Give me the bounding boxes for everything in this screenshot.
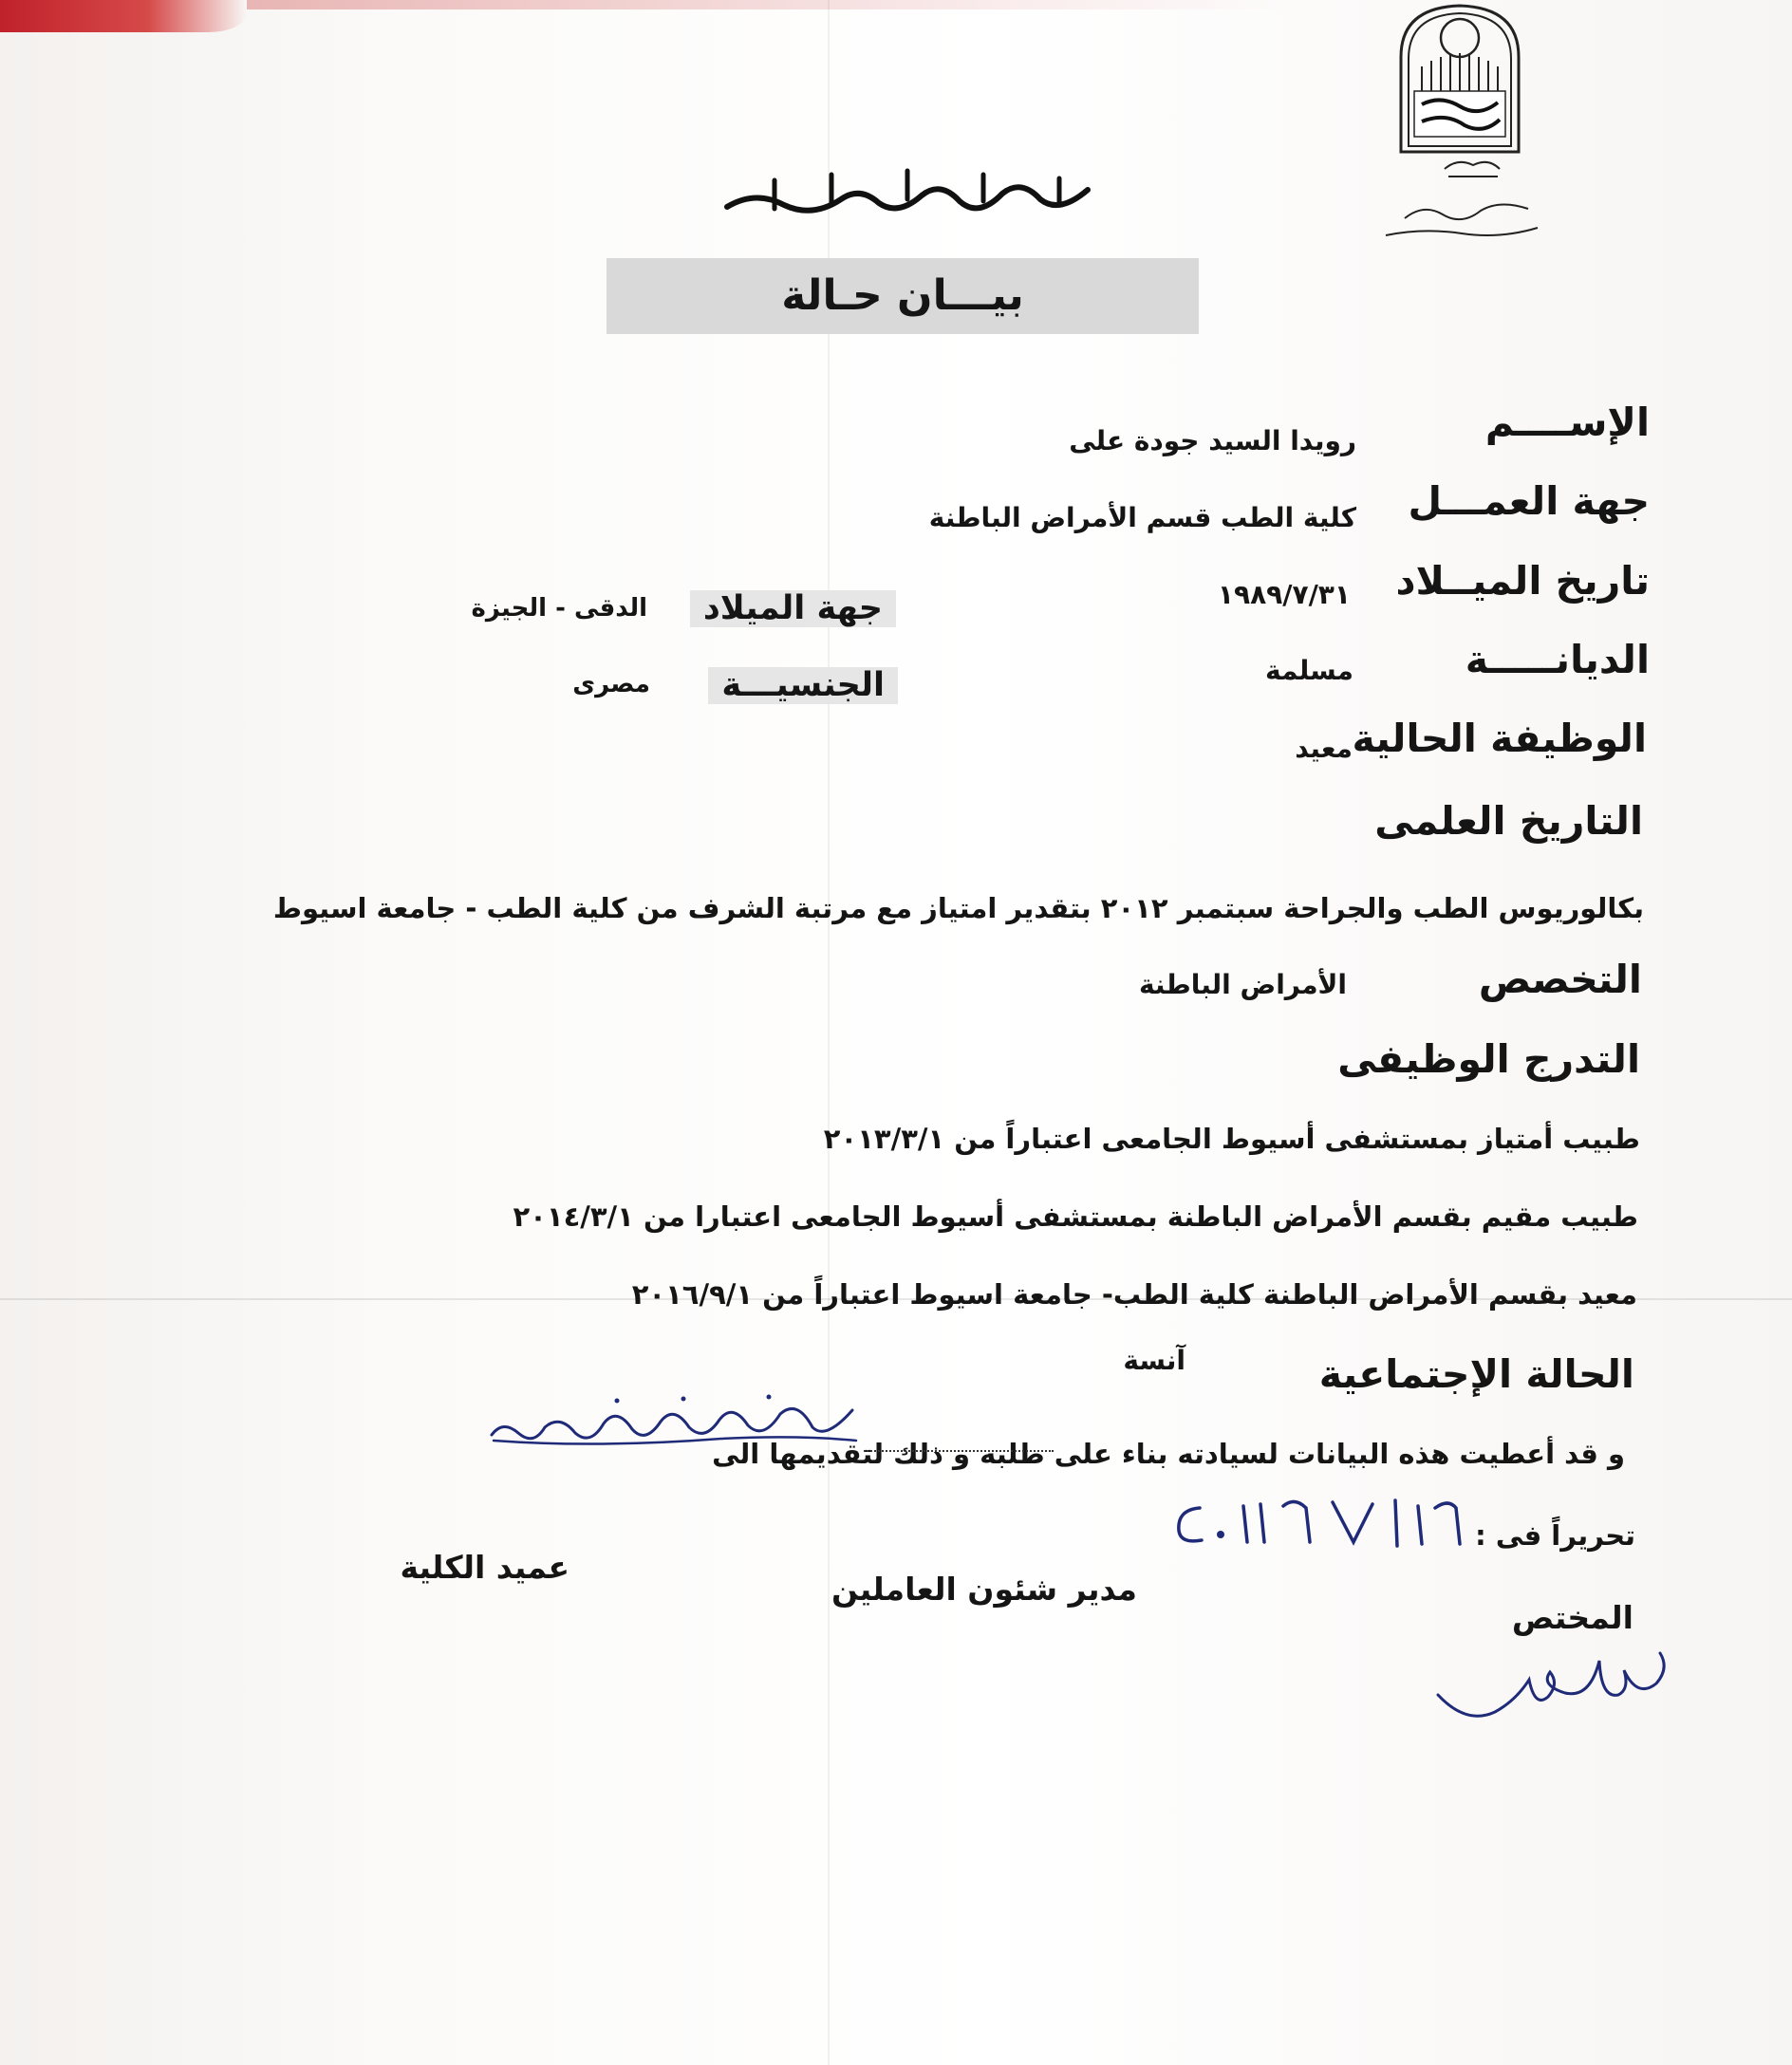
basmala-calligraphy [718, 161, 1097, 228]
red-edge-corner [0, 0, 247, 32]
name-value: رويدا السيد جودة على [1069, 425, 1356, 456]
current-job-value: معيد [1295, 733, 1353, 764]
birthplace-label: جهة الميلاد [690, 590, 896, 627]
birthplace-value: الدقى - الجيزة [471, 594, 647, 623]
career-item: طبيب أمتياز بمستشفى أسيوط الجامعى اعتباراً من ٢٠١٣/٣/١ [823, 1123, 1640, 1155]
career-item: معيد بقسم الأمراض الباطنة كلية الطب- جامعة اسيوط اعتباراً من ٢٠١٦/٩/١ [631, 1278, 1637, 1311]
name-label: الإســــم [1484, 400, 1650, 445]
workplace-label: جهة العمـــل [1408, 478, 1650, 524]
academic-history-label: التاريخ العلمى [1374, 798, 1643, 844]
red-edge-top [247, 0, 1291, 9]
handwritten-date [1173, 1495, 1467, 1561]
dean-title: عميد الكلية [400, 1549, 569, 1586]
officer-signature [1428, 1642, 1675, 1746]
document-title: بيـــان حـالة [607, 258, 1199, 334]
nationality-label: الجنسيـــة [708, 667, 898, 704]
academic-history-value: بكالوريوس الطب والجراحة سبتمبر ٢٠١٢ بتقدير امتياز مع مرتبة الشرف من كلية الطب - جامعة اسيوط [272, 892, 1644, 924]
specialty-value: الأمراض الباطنة [1138, 969, 1347, 1000]
birthdate-value: ١٩٨٩/٧/٣١ [1217, 579, 1351, 610]
workplace-value: كلية الطب قسم الأمراض الباطنة [928, 502, 1356, 533]
date-label: تحريراً فى : [1475, 1519, 1635, 1552]
university-logo [1393, 0, 1526, 157]
birthdate-label: تاريخ الميــلاد [1395, 558, 1650, 604]
issuance-statement: و قد أعطيت هذه البيانات لسيادته بناء على طلبه و ذلك لتقديمها الى [712, 1438, 1625, 1470]
recipient-dotted-line [864, 1448, 1054, 1452]
career-progression-label: التدرج الوظيفى [1337, 1036, 1640, 1082]
handwritten-recipient [484, 1386, 864, 1461]
nationality-value: مصرى [572, 670, 650, 698]
marital-status-label: الحالة الإجتماعية [1318, 1351, 1634, 1397]
officer-title: المختص [1511, 1599, 1633, 1636]
specialty-label: التخصص [1478, 957, 1642, 1002]
hr-manager-title: مدير شئون العاملين [831, 1571, 1137, 1608]
religion-value: مسلمة [1264, 655, 1353, 686]
marital-status-value: آنسة [1123, 1345, 1185, 1376]
career-item: طبيب مقيم بقسم الأمراض الباطنة بمستشفى أسيوط الجامعى اعتبارا من ٢٠١٤/٣/١ [513, 1200, 1638, 1233]
faculty-stamp-text [1367, 152, 1557, 247]
religion-label: الديانـــــة [1465, 637, 1650, 682]
current-job-label: الوظيفة الحالية [1352, 716, 1647, 761]
